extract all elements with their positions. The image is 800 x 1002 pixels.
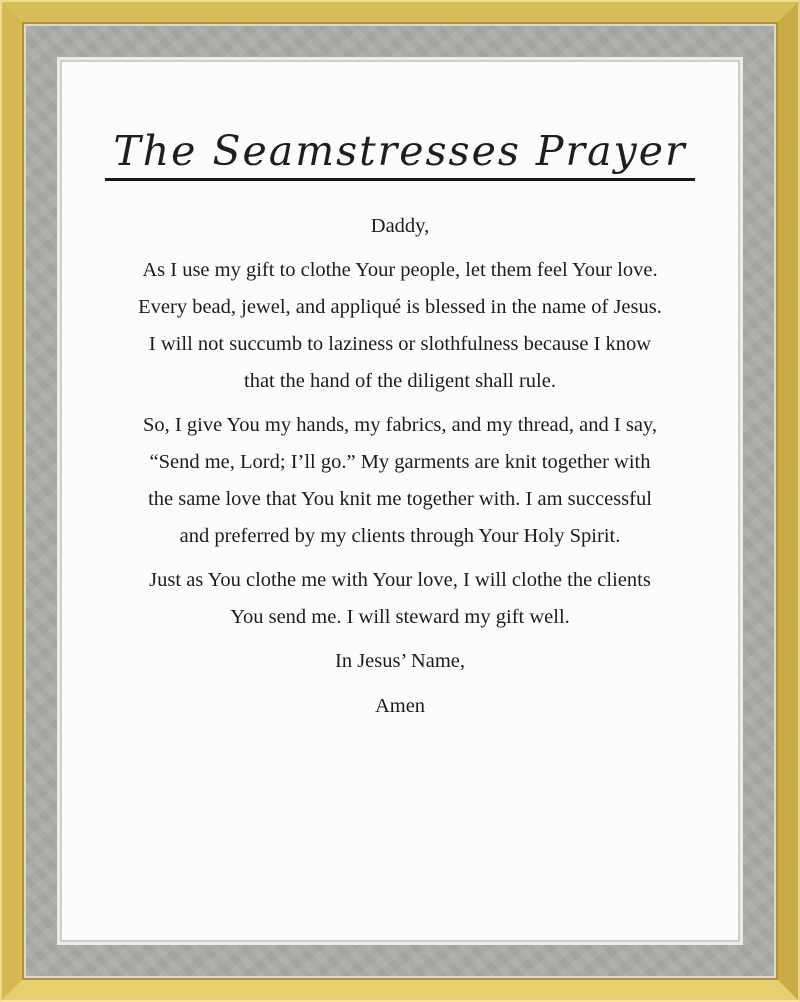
prayer-paragraph-3: Just as You clothe me with Your love, I will clothe the clients You send me. I will steward my gift well. [149,569,651,629]
closing-line: In Jesus’ Name, [335,650,465,673]
title-block [62,127,738,181]
amen-line: Amen [374,695,426,718]
salutation: Daddy, [370,215,430,238]
prayer-body [135,252,665,636]
gray-mat [26,26,774,976]
frame-inner-lip [22,22,778,980]
mat-filet-line [24,24,776,978]
prayer-page [60,60,740,942]
prayer-title: The Seamstresses Prayer [105,130,694,181]
prayer-paragraph-2: So, I give You my hands, my fabrics, and my thread, and I say, “Send me, Lord; I’ll go.” My garments are knit together with the same love that You knit me together with. I am successful and preferred by my clients through Your Holy Spirit. [143,414,657,548]
prayer-paragraph-1: As I use my gift to clothe Your people, let them feel Your love. Every bead, jewel, and appliqué is blessed in the name of Jesus. I will not succumb to laziness or slothfulness because I know that the hand of the diligent shall rule. [138,259,662,393]
